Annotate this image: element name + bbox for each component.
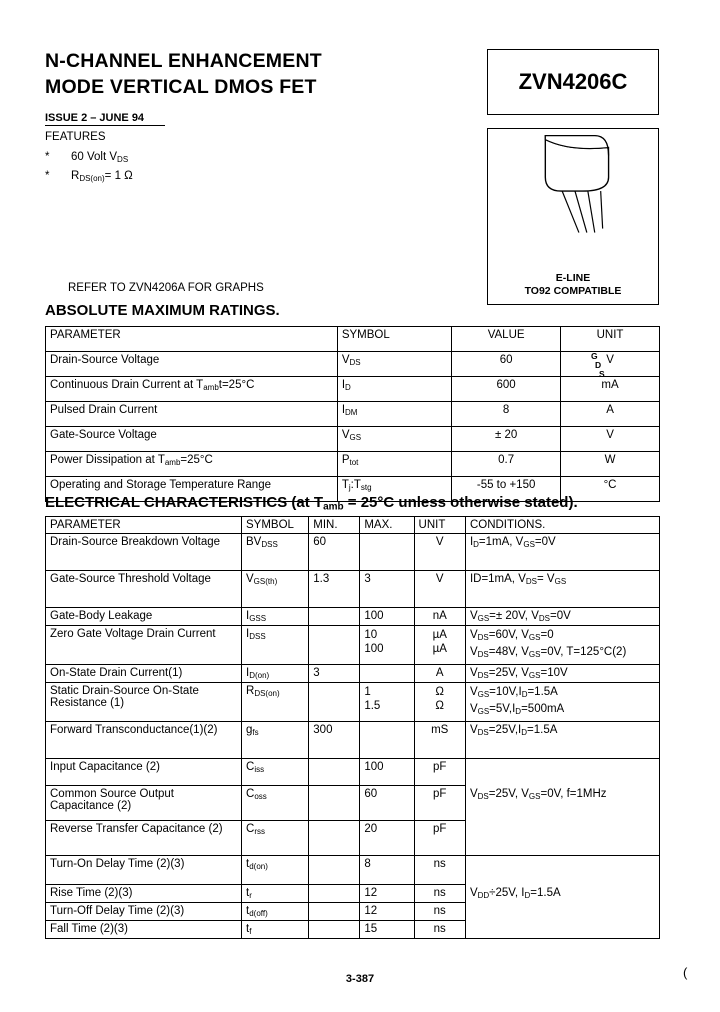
elec-row-1-conditions: ID=1mA, $V_{DS}= V_{GS}$ [465,571,659,608]
elec-row-11-parameter: Rise Time (2)(3) [46,885,242,903]
abs-row-2-parameter: Pulsed Drain Current [46,402,338,427]
issue-date: ISSUE 2 – JUNE 94 [45,112,165,126]
elec-row-0-conditions: $I_D=1mA$, $V_{GS}=0V$ [465,534,659,571]
table-row [46,722,660,759]
abs-row-4-symbol: $P_{tot}$ [337,452,451,477]
table-header-row [46,517,660,534]
feature-1-text: 60 Volt V [71,151,118,163]
elec-row-0-unit: V [414,534,465,571]
abs-row-4-value: 0.7 [452,452,561,477]
elec-row-9-min [309,821,360,856]
elec-row-11-symbol: $t_r$ [242,885,309,903]
col-max: MAX. [360,517,414,534]
elec-row-5-parameter: Static Drain-Source On-State Resistance (1) [46,683,242,722]
elec-row-12-conditions [465,903,659,921]
abs-row-1-symbol: $I_D$ [337,377,451,402]
elec-row-5-max: 1 1.5 [360,683,414,722]
table-row [46,427,660,452]
abs-max-table [45,326,660,502]
feature-item-2 [45,170,133,183]
col-unit: UNIT [561,327,660,352]
elec-row-10-parameter: Turn-On Delay Time (2)(3) [46,856,242,885]
abs-row-0-unit: V [561,352,660,377]
elec-row-9-max: 20 [360,821,414,856]
feature-2-text: R [71,170,80,182]
abs-row-0-value: 60 [452,352,561,377]
elec-row-9-parameter: Reverse Transfer Capacitance (2) [46,821,242,856]
elec-row-4-unit: A [414,665,465,683]
abs-row-3-symbol: $V_{GS}$ [337,427,451,452]
pin-label-d: D [595,360,602,370]
table-row [46,821,660,856]
elec-row-0-max [360,534,414,571]
table-row [46,377,660,402]
elec-row-12-unit: ns [414,903,465,921]
elec-row-8-conditions: $V_{DS}=25V$, $V_{GS}=0V$, f=1MHz [465,786,659,821]
bullet-glyph: * [45,151,50,163]
elec-row-2-conditions: $V_{GS}=\pm 20V$, $V_{DS}=0V$ [465,608,659,626]
abs-row-1-value: 600 [452,377,561,402]
elec-row-7-parameter: Input Capacitance (2) [46,759,242,786]
elec-row-0-symbol: $BV_{DSS}$ [242,534,309,571]
abs-row-2-unit: A [561,402,660,427]
elec-row-12-max: 12 [360,903,414,921]
table-row [46,352,660,377]
title-line-1: N-CHANNEL ENHANCEMENT [45,50,322,72]
page-title [45,48,445,100]
abs-row-1-unit: mA [561,377,660,402]
table-row [46,626,660,665]
elec-row-5-min [309,683,360,722]
abs-row-2-symbol: $I_{DM}$ [337,402,451,427]
abs-row-5-symbol: $T_j:T_{stg}$ [337,477,451,502]
elec-row-10-symbol: $t_{d(on)}$ [242,856,309,885]
elec-row-9-conditions [465,821,659,856]
table-row [46,921,660,939]
elec-row-13-parameter: Fall Time (2)(3) [46,921,242,939]
abs-row-3-value: ± 20 [452,427,561,452]
abs-row-0-parameter: Drain-Source Voltage [46,352,338,377]
col-symbol: SYMBOL [337,327,451,352]
corner-mark: ( [683,965,688,980]
table-row [46,903,660,921]
elec-row-4-conditions: $V_{DS}=25V$, $V_{GS}=10V$ [465,665,659,683]
abs-row-4-unit: W [561,452,660,477]
elec-row-2-symbol: $I_{GSS}$ [242,608,309,626]
elec-row-3-symbol: $I_{DSS}$ [242,626,309,665]
elec-row-6-symbol: $g_{fs}$ [242,722,309,759]
table-row [46,571,660,608]
abs-row-3-unit: V [561,427,660,452]
table-row [46,759,660,786]
elec-row-5-conditions: $V_{GS}=10V,I_D=1.5A$ $V_{GS}=5V,I_D=500mA$ [465,683,659,722]
table-row [46,452,660,477]
elec-row-3-parameter: Zero Gate Voltage Drain Current [46,626,242,665]
elec-row-6-unit: mS [414,722,465,759]
elec-row-1-min: 1.3 [309,571,360,608]
elec-row-13-symbol: $t_f$ [242,921,309,939]
elec-row-4-max [360,665,414,683]
feature-2-sub: DS(on) [79,174,105,183]
elec-row-3-min [309,626,360,665]
features-heading: FEATURES [45,131,106,143]
elec-row-5-unit: Ω Ω [414,683,465,722]
col-parameter: PARAMETER [46,327,338,352]
table-row [46,683,660,722]
elec-row-3-unit: µA µA [414,626,465,665]
table-row [46,885,660,903]
elec-row-1-unit: V [414,571,465,608]
elec-row-10-conditions [465,856,659,885]
abs-row-3-parameter: Gate-Source Voltage [46,427,338,452]
elec-row-10-min [309,856,360,885]
elec-row-6-conditions: $V_{DS}=25V,I_D=1.5A$ [465,722,659,759]
table-row [46,402,660,427]
abs-max-heading: ABSOLUTE MAXIMUM RATINGS. [45,302,280,319]
elec-row-7-max: 100 [360,759,414,786]
part-number: ZVN4206C [518,69,628,94]
elec-row-0-parameter: Drain-Source Breakdown Voltage [46,534,242,571]
elec-row-0-min: 60 [309,534,360,571]
table-row [46,665,660,683]
package-drawing [488,129,658,259]
elec-row-7-symbol: $C_{iss}$ [242,759,309,786]
elec-row-4-symbol: $I_{D(on)}$ [242,665,309,683]
col-min: MIN. [309,517,360,534]
elec-row-9-unit: pF [414,821,465,856]
bullet-glyph: * [45,170,50,182]
abs-row-1-parameter: Continuous Drain Current at $T_{amb}t=25^\circ C$ [46,377,338,402]
col-symbol: SYMBOL [242,517,309,534]
elec-row-13-unit: ns [414,921,465,939]
elec-row-2-min [309,608,360,626]
elec-row-8-unit: pF [414,786,465,821]
elec-row-10-max: 8 [360,856,414,885]
table-row [46,786,660,821]
part-number-box [487,49,659,115]
refer-note: REFER TO ZVN4206A FOR GRAPHS [68,282,264,294]
elec-row-12-parameter: Turn-Off Delay Time (2)(3) [46,903,242,921]
elec-heading: ELECTRICAL CHARACTERISTICS (at $T_{amb} = 25^\circ C$ unless otherwise stated). [45,494,578,513]
abs-row-5-unit: °C [561,477,660,502]
elec-row-10-unit: ns [414,856,465,885]
elec-row-2-max: 100 [360,608,414,626]
elec-row-7-unit: pF [414,759,465,786]
elec-row-7-conditions [465,759,659,786]
elec-char-table [45,516,660,939]
elec-row-2-unit: nA [414,608,465,626]
col-parameter: PARAMETER [46,517,242,534]
elec-row-8-min [309,786,360,821]
elec-row-4-min: 3 [309,665,360,683]
elec-row-11-conditions: $V_{DD}\div 25V$, $I_D=1.5A$ [465,885,659,903]
table-row [46,608,660,626]
elec-row-1-max: 3 [360,571,414,608]
abs-row-4-parameter: Power Dissipation at $T_{amb}=25^\circ C$ [46,452,338,477]
package-caption [488,272,658,298]
elec-row-4-parameter: On-State Drain Current(1) [46,665,242,683]
feature-item-1 [45,151,128,164]
elec-row-12-min [309,903,360,921]
elec-row-8-max: 60 [360,786,414,821]
title-line-2: MODE VERTICAL DMOS FET [45,76,317,98]
elec-row-13-conditions [465,921,659,939]
package-name: E-LINE [555,272,591,284]
elec-row-8-parameter: Common Source Output Capacitance (2) [46,786,242,821]
abs-row-0-symbol: $V_{DS}$ [337,352,451,377]
elec-row-6-max [360,722,414,759]
elec-row-11-max: 12 [360,885,414,903]
table-row [46,534,660,571]
abs-row-5-parameter: Operating and Storage Temperature Range [46,477,338,502]
elec-row-13-max: 15 [360,921,414,939]
elec-row-8-symbol: $C_{oss}$ [242,786,309,821]
elec-row-11-unit: ns [414,885,465,903]
elec-row-13-min [309,921,360,939]
abs-row-2-value: 8 [452,402,561,427]
col-value: VALUE [452,327,561,352]
elec-row-9-symbol: $C_{rss}$ [242,821,309,856]
pin-label-g: G [591,351,598,361]
elec-row-1-parameter: Gate-Source Threshold Voltage [46,571,242,608]
page-number: 3-387 [345,973,375,985]
col-conditions: CONDITIONS. [465,517,659,534]
table-row [46,856,660,885]
feature-1-sub: DS [117,155,129,164]
feature-2-post: = 1 Ω [104,170,133,182]
elec-row-12-symbol: $t_{d(off)}$ [242,903,309,921]
elec-row-2-parameter: Gate-Body Leakage [46,608,242,626]
abs-row-5-value: -55 to +150 [452,477,561,502]
elec-row-3-max: 10 100 [360,626,414,665]
elec-row-6-min: 300 [309,722,360,759]
elec-row-7-min [309,759,360,786]
package-compat: TO92 COMPATIBLE [524,285,622,297]
pin-label-s: S [599,369,605,379]
elec-row-11-min [309,885,360,903]
table-header-row [46,327,660,352]
elec-row-5-symbol: $R_{DS(on)}$ [242,683,309,722]
elec-row-1-symbol: $V_{GS(th)}$ [242,571,309,608]
elec-row-3-conditions: $V_{DS}=60V$, $V_{GS}=0$ $V_{DS}=48V$, $V_{GS}=0V$, T=125°C(2) [465,626,659,665]
col-unit: UNIT [414,517,465,534]
elec-row-6-parameter: Forward Transconductance(1)(2) [46,722,242,759]
